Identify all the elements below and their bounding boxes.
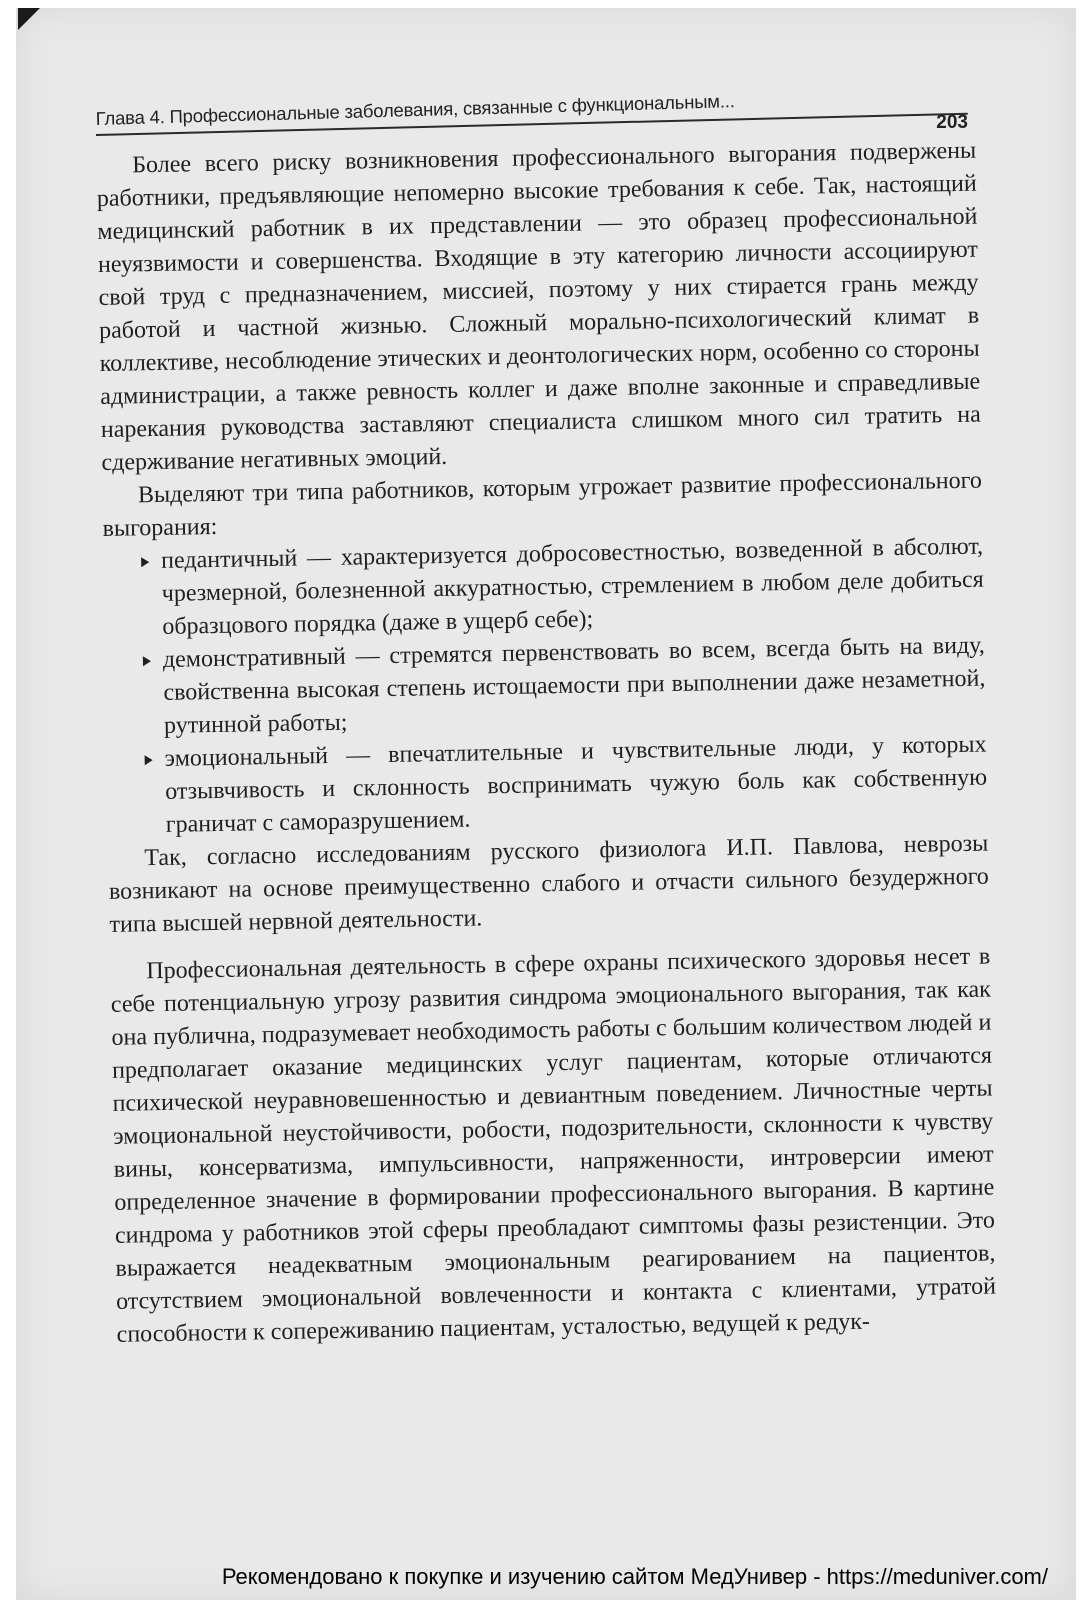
triangle-right-icon: [143, 656, 151, 666]
paragraph-intro: Более всего риску возникновения профессионального выгорания подвержены работники, предъявляющие непомерно высокие требования к себе. Так, настоящий медицинский работник в их представлении — это образец профессиональной неуязвимости и совершенства. Входящие в эту категорию личности ассоциируют свой труд с предназначением, миссией, поэтому у них стирается грань между работой и частной жизнью. Сложный морально-психологический климат в коллективе, несоблюдение этических и деонтологических норм, особенно со стороны администрации, а также ревность коллег и даже вполне законные и справедливые нарекания руководства заставляют специалиста слишком много сил тратить на сдерживание негативных эмоций.: [96, 137, 981, 476]
triangle-right-icon: [145, 755, 153, 765]
chapter-title: Глава 4. Профессиональные заболевания, связанные с функциональным...: [95, 90, 735, 130]
list-item-demonstrative: [141, 630, 987, 744]
list-item-pedantic: [139, 531, 985, 645]
list-item-text: педантичный — характеризуется добросовестностью, возведенной в абсолют, чрезмерной, болезненной аккуратностью, стремлением в любом деле добиться образцового порядка (даже в ущерб себе);: [160, 533, 984, 640]
list-item-text: демонстративный — стремятся первенствовать во всем, всегда быть на виду, свойственна высокая степень истощаемости при выполнении даже незаметной, рутинной работы;: [162, 632, 986, 739]
triangle-right-icon: [141, 557, 149, 567]
page-body: [96, 135, 997, 1352]
corner-mark-icon: [18, 8, 40, 30]
list-item-text: эмоциональный — впечатлительные и чувствительные люди, у которых отзывчивость и склонность воспринимать чужую боль как собственную граничат с саморазрушением.: [164, 731, 988, 838]
watermark-link[interactable]: Рекомендовано к покупке и изучению сайтом МедУнивер - https://meduniver.com/: [221, 1564, 1048, 1589]
paragraph-types: Выделяют три типа работников, которым угрожает развитие профессионального выгорания:: [102, 467, 983, 542]
worker-types-list: [103, 531, 988, 843]
paragraph-mental-health: Профессиональная деятельность в сфере охраны психического здоровья несет в себе потенциальную угрозу развития синдрома эмоционального выгорания, так как она публична, подразумевает необходимость работы с большим количеством людей и предполагает оказание медицинских услуг пациентам, которые отличаются психической неуравновешенностью и девиантным поведением. Личностные черты эмоциональной неустойчивости, робости, подозрительности, склонности к чувству вины, консерватизма, импульсивности, напряженности, интроверсии имеют определенное значение в формировании профессионального выгорания. В картине синдрома у работников этой сферы преобладают симптомы фазы резистенции. Это выражается неадекватным эмоциональным реагированием на пациентов, отсутствием эмоциональной вовлеченности и контакта с клиентами, утратой способности к сопереживанию пациентам, усталостью, ведущей к редук-: [110, 943, 997, 1348]
page-number: 203: [936, 112, 968, 133]
paragraph-pavlov: Так, согласно исследованиям русского физиолога И.П. Павлова, неврозы возникают на основе преимущественно слабого и отчасти сильного безудержного типа высшей нервной деятельности.: [108, 830, 990, 938]
list-item-emotional: [142, 729, 988, 843]
